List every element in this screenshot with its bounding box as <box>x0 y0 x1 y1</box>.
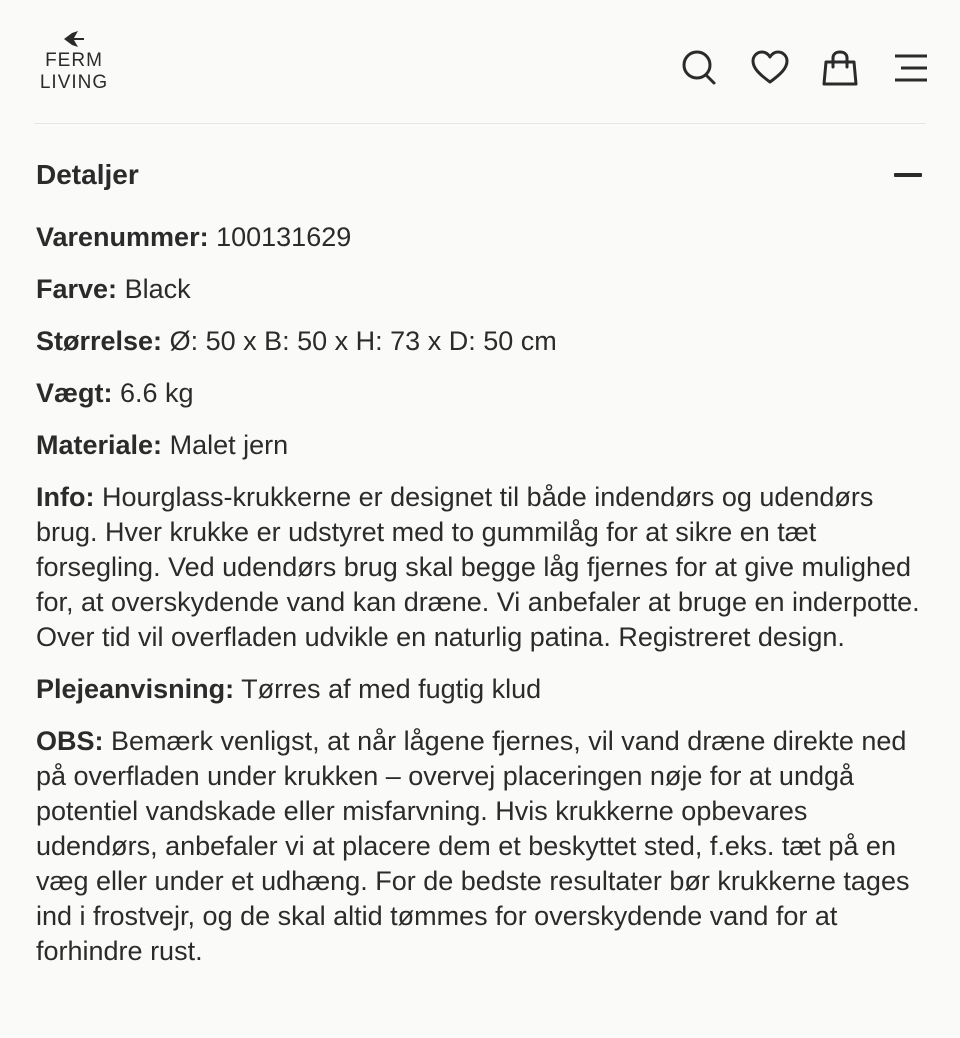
detail-label: Farve: <box>36 274 118 304</box>
detail-label: Info: <box>36 482 95 512</box>
logo-text-line2: LIVING <box>39 72 109 93</box>
hamburger-menu-icon <box>891 52 929 84</box>
details-title: Detaljer <box>36 159 139 190</box>
menu-button[interactable] <box>890 48 930 88</box>
product-details-section <box>36 150 926 986</box>
bird-logo-icon <box>63 30 85 48</box>
header-divider <box>34 123 926 124</box>
heart-icon <box>751 50 789 86</box>
detail-value: Ø: 50 x B: 50 x H: 73 x D: 50 cm <box>169 326 557 356</box>
detail-value: Bemærk venligst, at når lågene fjernes, vil vand dræne direkte ned på overfladen under krukken – overvej placeringen nøje for at undgå potentiel vandskade eller misfarvning. Hvis krukkerne opbevares udendørs, anbefaler vi at placere dem et beskyttet sted, f.eks. tæt på en væg eller under et udhæng. For de bedste resultater bør krukkerne tages ind i frostvejr, og de skal altid tømmes for overskydende vand for at forhindre rust. <box>36 726 910 966</box>
detail-label: Materiale: <box>36 430 163 460</box>
search-icon <box>681 49 719 87</box>
detail-label: Vægt: <box>36 378 113 408</box>
detail-label: Størrelse: <box>36 326 163 356</box>
logo-text-line1: FERM <box>45 50 103 71</box>
search-button[interactable] <box>680 48 720 88</box>
detail-item-weight <box>36 376 926 411</box>
detail-label: Plejeanvisning: <box>36 674 235 704</box>
detail-label: OBS: <box>36 726 104 756</box>
shopping-bag-icon <box>821 49 859 87</box>
minus-icon <box>894 173 922 177</box>
collapse-button[interactable] <box>892 160 922 190</box>
ferm-living-logo[interactable] <box>34 30 114 94</box>
detail-item-notice <box>36 724 926 969</box>
detail-item-size <box>36 324 926 359</box>
detail-item-care <box>36 672 926 707</box>
details-accordion-header[interactable] <box>36 150 926 200</box>
detail-value: Malet jern <box>169 430 289 460</box>
detail-item-info <box>36 480 926 655</box>
detail-item-color <box>36 272 926 307</box>
wishlist-button[interactable] <box>750 48 790 88</box>
site-header <box>0 0 960 124</box>
cart-button[interactable] <box>820 48 860 88</box>
detail-value: 100131629 <box>216 222 352 252</box>
detail-item-material <box>36 428 926 463</box>
detail-value: Black <box>124 274 191 304</box>
header-actions <box>680 48 930 88</box>
detail-value: Tørres af med fugtig klud <box>241 674 542 704</box>
detail-label: Varenummer: <box>36 222 209 252</box>
detail-item-sku <box>36 220 926 255</box>
detail-value: 6.6 kg <box>120 378 194 408</box>
detail-value: Hourglass-krukkerne er designet til både indendørs og udendørs brug. Hver krukke er udstyret med to gummilåg for at sikre en tæt forsegling. Ved udendørs brug skal begge låg fjernes for at give mulighed for, at overskydende vand kan dræne. Vi anbefaler at bruge en inderpotte. Over tid vil overfladen udvikle en naturlig patina. Registreret design. <box>36 482 920 652</box>
